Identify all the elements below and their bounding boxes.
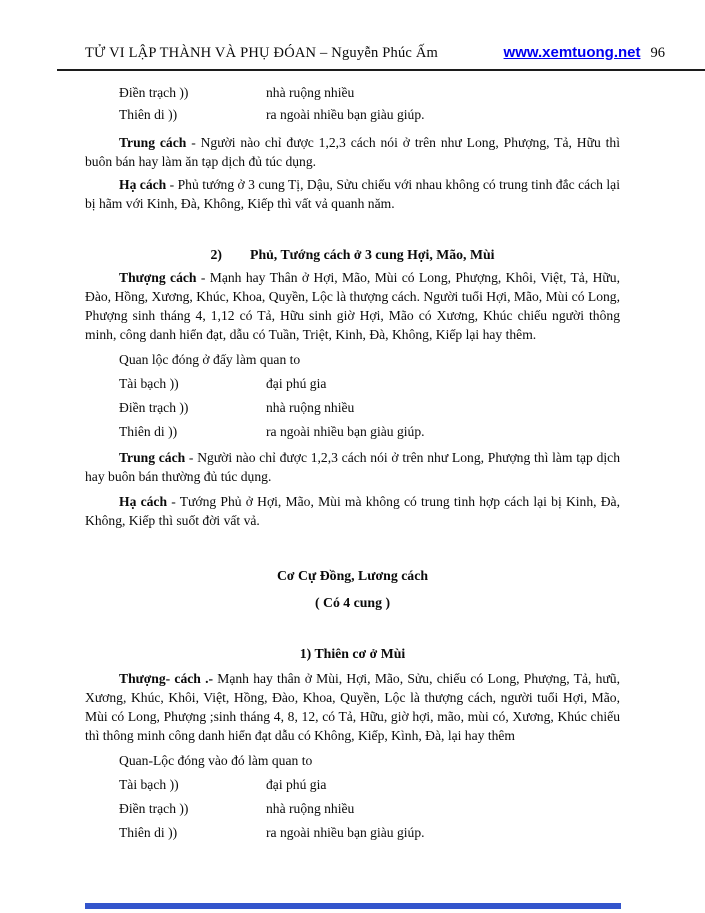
section-title: Phủ, Tướng cách ở 3 cung Hợi, Mão, Mùi xyxy=(250,247,495,262)
bottom-blue-bar xyxy=(85,903,621,909)
field-row xyxy=(85,83,620,103)
field-row xyxy=(85,105,620,125)
page-header xyxy=(85,44,665,62)
paragraph-lead: Trung cách xyxy=(119,135,187,150)
section-heading-thien-co-o-mui: 1) Thiên cơ ở Mùi xyxy=(299,646,406,661)
paragraph-text: - Người nào chỉ được 1,2,3 cách nói ở trên như Long, Phượng, Tả, Hữu thì buôn bán hay làm ăn tạp dịch đủ túc dụng. xyxy=(85,135,620,169)
paragraph-ha-cach-1 xyxy=(85,175,620,213)
field-row xyxy=(85,823,620,843)
field-row xyxy=(85,422,620,442)
field-label: Tài bạch )) xyxy=(119,777,179,792)
field-label: Điền trạch )) xyxy=(119,85,189,100)
paragraph-lead: Hạ cách xyxy=(119,177,167,192)
field-label: Thiên di )) xyxy=(119,107,178,122)
paragraph-text: - Tướng Phủ ở Hợi, Mão, Mùi mà không có trung tinh hợp cách lại bị Kinh, Đà, Không, Kiếp thì suốt đời vất vả. xyxy=(85,494,620,528)
section-heading-co-cu-dong-luong: Cơ Cự Đồng, Lương cách xyxy=(276,568,429,583)
field-row xyxy=(85,398,620,418)
field-label: Tài bạch )) xyxy=(119,376,179,391)
field-value: nhà ruộng nhiều xyxy=(266,801,355,816)
field-label: Điền trạch )) xyxy=(119,801,189,816)
text-line-quan-loc-2: Quan-Lộc đóng vào đó làm quan to xyxy=(119,753,313,768)
field-row xyxy=(85,775,620,795)
field-value: nhà ruộng nhiều xyxy=(266,400,355,415)
section-heading-phu-tuong xyxy=(85,245,620,264)
field-value: đại phú gia xyxy=(266,376,327,391)
paragraph-text: - Mạnh hay Thân ở Hợi, Mão, Mùi có Long, Phượng, Khôi, Việt, Tả, Hữu, Đào, Hồng, Xương, Khúc, Khoa, Quyền, Lộc là thượng cách. Người tuổi Hợi, Mão, Mùi có Long, Phượng sinh tháng 4, 1,12 có Tả, Hữu sinh giờ Hợi, Mão có Xương, Khúc chiếu người thông minh, công danh hiển đạt, dẫu có Tuần, Triệt, Kinh, Đà, Không, Kiếp lại hay thêm. xyxy=(85,270,620,342)
paragraph-lead: Thượng- cách .- xyxy=(119,671,214,686)
header-right xyxy=(504,44,665,62)
field-value: ra ngoài nhiều bạn giàu giúp. xyxy=(266,424,425,439)
paragraph-text: Mạnh hay thân ở Mùi, Hợi, Mão, Sửu, chiếu có Long, Phượng, Tả, hưũ, Xương, Khúc, Khôi, Việt, Hồng, Đào, Khoa, Quyền, Lộc là thượng cách, người tuổi Hợi, Mão, Mùi có Long, Phượng ;sinh tháng 4, 8, 12, có Tả, Hữu, giờ hợi, mão, mùi có, Xương, Khúc chiếu thì thông minh công danh hiển đạt dẫu có Không, Kiếp, Kình, Đà, lại hay thêm xyxy=(85,671,620,743)
section-subheading-4-cung: ( Có 4 cung ) xyxy=(314,595,391,610)
paragraph-thuong-cach-1 xyxy=(85,268,620,344)
paragraph-lead: Trung cách xyxy=(119,450,186,465)
header-divider xyxy=(57,69,705,71)
paragraph-trung-cach-1 xyxy=(85,133,620,171)
field-row xyxy=(85,374,620,394)
field-row xyxy=(85,799,620,819)
field-value: đại phú gia xyxy=(266,777,327,792)
paragraph-thuong-cach-2 xyxy=(85,669,620,745)
document-title: TỬ VI LẬP THÀNH VÀ PHỤ ĐÓAN – Nguyễn Phúc Ấm xyxy=(85,45,439,61)
field-label: Thiên di )) xyxy=(119,424,178,439)
section-number: 2) xyxy=(210,247,223,262)
website-link[interactable]: www.xemtuong.net xyxy=(503,44,641,61)
field-label: Điền trạch )) xyxy=(119,400,189,415)
paragraph-text: - Người nào chỉ được 1,2,3 cách nói ở trên như Long, Phượng thì làm tạp dịch hay buôn bán thường đủ túc dụng. xyxy=(85,450,620,484)
field-value: nhà ruộng nhiều xyxy=(266,85,355,100)
field-value: ra ngoài nhiều bạn giàu giúp. xyxy=(266,825,425,840)
paragraph-trung-cach-2 xyxy=(85,448,620,486)
text-line-quan-loc: Quan lộc đóng ở đấy làm quan to xyxy=(119,352,301,367)
field-value: ra ngoài nhiều bạn giàu giúp. xyxy=(266,107,425,122)
paragraph-ha-cach-2 xyxy=(85,492,620,530)
paragraph-lead: Thượng cách xyxy=(119,270,197,285)
page-number: 96 xyxy=(650,45,665,61)
field-label: Thiên di )) xyxy=(119,825,178,840)
paragraph-lead: Hạ cách xyxy=(119,494,168,509)
paragraph-text: - Phủ tướng ở 3 cung Tị, Dậu, Sửu chiếu với nhau không có trung tinh đắc cách lại bị hãm với Kinh, Đà, Không, Kiếp thì vất vả quanh năm. xyxy=(85,177,620,211)
